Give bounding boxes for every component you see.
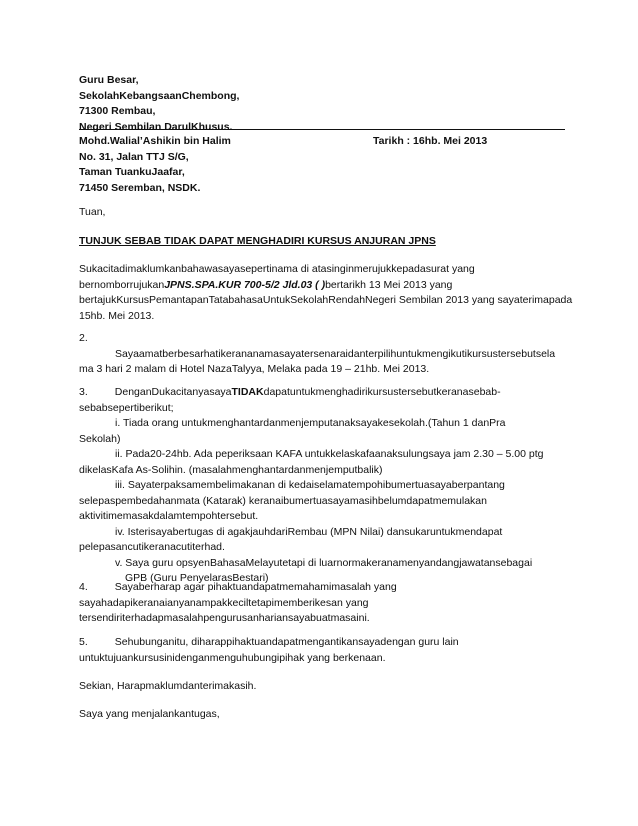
paragraph-line: [79, 278, 569, 294]
sender-line: Taman TuankuJaafar,: [79, 166, 185, 178]
list-item: v. Saya guru opsyenBahasaMelayutetapi di luarnormakeranamenyandangjawatansebagai: [115, 556, 533, 569]
recipient-line: SekolahKebangsaanChembong,: [79, 89, 240, 102]
paragraph-line: selepaspembedahanmata (Katarak) keranaibumertuasayamasihbelumdapatmemulakan: [79, 494, 487, 507]
paragraph-line: aktivitimemasakdalamtempohtersebut.: [79, 510, 259, 522]
paragraph-3: [79, 385, 569, 587]
paragraph-number: 3.: [79, 386, 88, 398]
paragraph-line: [79, 635, 569, 651]
recipient-line: 71300 Rembau,: [79, 105, 156, 117]
paragraph-line: sebabsepertiberikut;: [79, 401, 174, 414]
paragraph-line: pelepasancutikeranacutiterhad.: [79, 541, 225, 553]
paragraph-1: [79, 262, 573, 324]
paragraph-line: Sukacitadimaklumkanbahawasayasepertinama di atasinginmerujukkepadasurat yang: [79, 263, 475, 275]
paragraph-line: 15hb. Mei 2013.: [79, 309, 155, 322]
paragraph-4: [79, 580, 569, 627]
paragraph-text: bertarikh 13 Mei 2013 yang: [325, 278, 453, 291]
list-item: i. Tiada orang untukmenghantardanmenjemputanaksayakesekolah.(Tahun 1 danPra: [115, 417, 506, 429]
salutation: [79, 205, 569, 221]
subject-heading: [79, 234, 569, 250]
paragraph-text: bernomborrujukan: [79, 278, 165, 291]
recipient-line: Guru Besar,: [79, 74, 139, 86]
paragraph-line: GPB (Guru PenyelarasBestari): [125, 572, 269, 584]
reference-number: JPNS.SPA.KUR 700-5/2 Jld.03 ( ): [164, 278, 326, 291]
sender-address: [79, 134, 569, 196]
paragraph-line: ma 3 hari 2 malam di Hotel NazaTalyya, Melaka pada 19 – 21hb. Mei 2013.: [79, 363, 430, 375]
divider-line: [79, 129, 565, 130]
paragraph-text: Sayaberharap agar pihaktuandapatmemahamimasalah yang: [114, 581, 397, 593]
paragraph-line: Sayaamatberbesarhatikerananamasayatersenaraidanterpilihuntukmengikutikursustersebutsela: [115, 347, 556, 360]
paragraph-5: [79, 635, 569, 666]
paragraph-line: bertajukKursusPemantapanTatabahasaUntukSekolahRendahNegeri Sembilan 2013 yang sayaterimapada: [79, 294, 573, 306]
paragraph-text: DenganDukacitanyasaya: [114, 386, 232, 398]
paragraph-number: 2.: [79, 332, 88, 344]
list-item: ii. Pada20-24hb. Ada peperiksaan KAFA untukkelaskafaanaksulungsaya jam 2.30 – 5.00 ptg: [115, 448, 544, 460]
paragraph-line: sayahadapikeranaianyanampakkeciltetapimemberikesan yang: [79, 596, 369, 609]
list-item: iv. Isterisayabertugas di agakjauhdariRembau (MPN Nilai) dansukaruntukmendapat: [115, 525, 503, 538]
sender-line: Mohd.Walial’Ashikin bin Halim: [79, 135, 231, 147]
recipient-line: Negeri Sembilan DarulKhusus.: [79, 120, 233, 133]
recipient-address: [79, 73, 569, 135]
paragraph-number: 4.: [79, 581, 88, 593]
paragraph-line: [79, 385, 569, 401]
closing-text: Sekian, Harapmaklumdanterimakasih.: [79, 680, 257, 692]
letter-date: Tarikh : 16hb. Mei 2013: [373, 135, 488, 147]
salutation-text: Tuan,: [79, 206, 106, 218]
subject-text: TUNJUK SEBAB TIDAK DAPAT MENGHADIRI KURSUS ANJURAN JPNS: [79, 235, 436, 247]
paragraph-line: untuktujuankursusinidenganmenguhubungipihak yang berkenaan.: [79, 651, 386, 664]
paragraph-number: 5.: [79, 636, 88, 648]
paragraph-line: dikelasKafa As-Solihin. (masalahmenghantardanmenjemputbalik): [79, 463, 383, 476]
signoff-text: Saya yang menjalankantugas,: [79, 708, 220, 720]
paragraph-text: Sehubunganitu, diharappihaktuandapatmengantikansayadengan guru lain: [114, 636, 459, 648]
signoff: [79, 707, 569, 723]
list-item: iii. Sayaterpaksamembelimakanan di kedaiselamatempohibumertuasayaberpantang: [115, 479, 505, 491]
sender-line: 71450 Seremban, NSDK.: [79, 181, 201, 194]
paragraph-line: tersendiriterhadapmasalahpengurusanhariansayabuatmasaini.: [79, 612, 370, 624]
paragraph-text: dapatuntukmenghadirikursustersebutkeranasebab-: [263, 386, 501, 398]
paragraph-line: [79, 580, 569, 596]
emphasis-text: TIDAK: [231, 386, 264, 398]
sender-line: No. 31, Jalan TTJ S/G,: [79, 150, 189, 163]
paragraph-line: Sekolah): [79, 432, 121, 445]
paragraph-2: [79, 331, 569, 378]
closing: [79, 679, 569, 695]
